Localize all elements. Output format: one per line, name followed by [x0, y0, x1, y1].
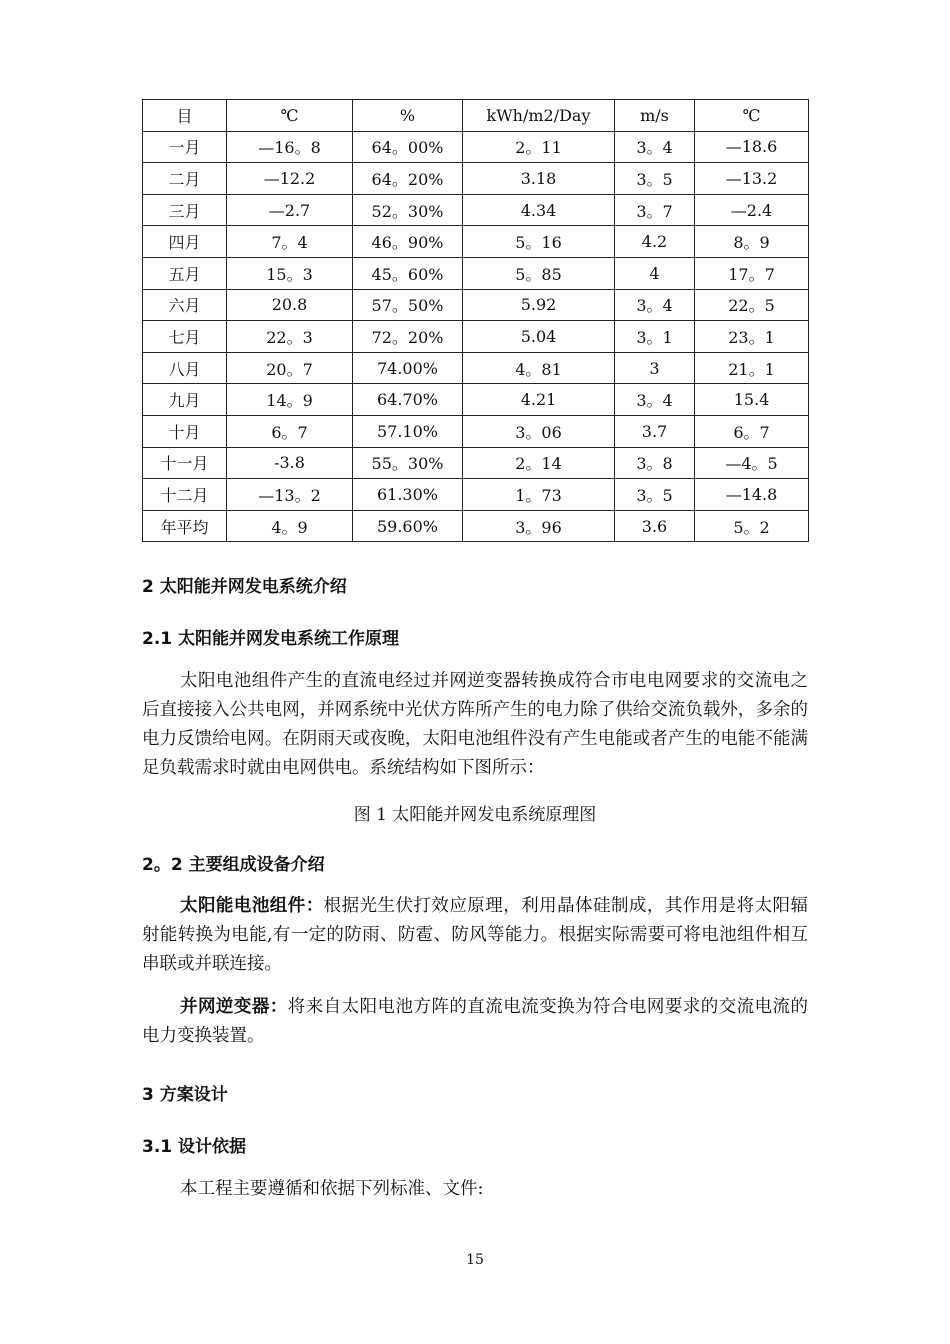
month-cell: 七月 [143, 321, 227, 353]
table-cell: 3.7 [615, 415, 695, 447]
table-cell: 4。81 [463, 352, 615, 384]
table-cell: 55。30% [353, 447, 463, 479]
table-row [143, 384, 809, 416]
table-cell: 74.00% [353, 352, 463, 384]
table-cell: 3。4 [615, 384, 695, 416]
table-cell: 52。30% [353, 194, 463, 226]
section-2-2-heading: 2。2 主要组成设备介绍 [142, 855, 325, 875]
table-row [143, 194, 809, 226]
month-cell: 年平均 [143, 510, 227, 542]
table-cell: 72。20% [353, 321, 463, 353]
month-cell: 一月 [143, 131, 227, 163]
table-cell: 46。90% [353, 226, 463, 258]
table-row [143, 163, 809, 195]
table-row [143, 131, 809, 163]
table-cell: 5.92 [463, 289, 615, 321]
table-cell: —14.8 [695, 479, 809, 511]
table-cell: -3.8 [227, 447, 353, 479]
table-row [143, 226, 809, 258]
table-cell: 17。7 [695, 257, 809, 289]
header-cell: % [353, 100, 463, 132]
table-cell: 3.18 [463, 163, 615, 195]
month-cell: 四月 [143, 226, 227, 258]
table-cell: —2.4 [695, 194, 809, 226]
table-row [143, 321, 809, 353]
table-cell: 3。8 [615, 447, 695, 479]
section-3-1-heading: 3.1 设计依据 [142, 1137, 247, 1157]
table-cell: 7。4 [227, 226, 353, 258]
solar-module-term: 太阳能电池组件： [180, 896, 324, 916]
month-cell: 二月 [143, 163, 227, 195]
month-cell: 九月 [143, 384, 227, 416]
table-body [143, 100, 809, 542]
table-row [143, 479, 809, 511]
table-cell: 3。1 [615, 321, 695, 353]
table-row [143, 289, 809, 321]
inverter-term: 并网逆变器： [180, 997, 288, 1017]
table-cell: 57。50% [353, 289, 463, 321]
table-cell: 3。4 [615, 131, 695, 163]
table-cell: 20.8 [227, 289, 353, 321]
table-cell: 3。4 [615, 289, 695, 321]
table-cell: 15.4 [695, 384, 809, 416]
solar-module-text: 根据光生伏打效应原理，利用晶体硅制成，其作用是将太阳辐射能转换为电能,有一定的防雨、防雹、防风等能力。根据实际需要可将电池组件相互串联或并联连接。 [142, 896, 809, 974]
table-cell: 5.04 [463, 321, 615, 353]
table-cell: —16。8 [227, 131, 353, 163]
table-cell: —18.6 [695, 131, 809, 163]
table-cell: 5。2 [695, 510, 809, 542]
header-cell: 目 [143, 100, 227, 132]
table-cell: 1。73 [463, 479, 615, 511]
table-cell: 14。9 [227, 384, 353, 416]
table-cell: 4。9 [227, 510, 353, 542]
table-cell: 22。5 [695, 289, 809, 321]
table-cell: 61.30% [353, 479, 463, 511]
inverter-paragraph [142, 993, 808, 1051]
table-cell: 15。3 [227, 257, 353, 289]
table-cell: 5。85 [463, 257, 615, 289]
month-cell: 五月 [143, 257, 227, 289]
table-cell: 4.34 [463, 194, 615, 226]
table-cell: —12.2 [227, 163, 353, 195]
table-row [143, 352, 809, 384]
header-cell: kWh/m2/Day [463, 100, 615, 132]
table-cell: 59.60% [353, 510, 463, 542]
table-cell: 2。11 [463, 131, 615, 163]
table-cell: —13。2 [227, 479, 353, 511]
month-cell: 八月 [143, 352, 227, 384]
section-2-1-paragraph: 太阳电池组件产生的直流电经过并网逆变器转换成符合市电电网要求的交流电之后直接接入公共电网，并网系统中光伏方阵所产生的电力除了供给交流负载外，多余的电力反馈给电网。在阴雨天或夜晚，太阳电池组件没有产生电能或者产生的电能不能满足负载需求时就由电网供电。系统结构如下图所示： [142, 671, 808, 778]
table-row [143, 510, 809, 542]
month-cell: 三月 [143, 194, 227, 226]
table-cell: 3。5 [615, 479, 695, 511]
table-cell: —4。5 [695, 447, 809, 479]
page-number: 15 [466, 1252, 484, 1268]
table-cell: 57.10% [353, 415, 463, 447]
table-cell: 64。00% [353, 131, 463, 163]
table-cell: 5。16 [463, 226, 615, 258]
header-cell: ℃ [695, 100, 809, 132]
table-cell: 22。3 [227, 321, 353, 353]
figure-caption: 图 1 太阳能并网发电系统原理图 [353, 805, 597, 825]
month-cell: 十二月 [143, 479, 227, 511]
table-header-row [143, 100, 809, 132]
table-cell: 3。7 [615, 194, 695, 226]
table-cell: —13.2 [695, 163, 809, 195]
table-cell: 64。20% [353, 163, 463, 195]
inverter-text: 将来自太阳电池方阵的直流电流变换为符合电网要求的交流电流的电力变换装置。 [142, 997, 809, 1046]
table-cell: 4 [615, 257, 695, 289]
table-cell: 3。06 [463, 415, 615, 447]
table-row [143, 447, 809, 479]
climate-data-table [142, 99, 809, 542]
table-row [143, 257, 809, 289]
table-cell: 45。60% [353, 257, 463, 289]
table-cell: 21。1 [695, 352, 809, 384]
month-cell: 六月 [143, 289, 227, 321]
table-cell: 3.6 [615, 510, 695, 542]
section-3-heading: 3 方案设计 [142, 1085, 228, 1105]
month-cell: 十月 [143, 415, 227, 447]
table-cell: 23。1 [695, 321, 809, 353]
table-cell: 20。7 [227, 352, 353, 384]
header-cell: m/s [615, 100, 695, 132]
month-cell: 十一月 [143, 447, 227, 479]
table-cell: 4.2 [615, 226, 695, 258]
table-cell: 3。96 [463, 510, 615, 542]
section-2-1-heading: 2.1 太阳能并网发电系统工作原理 [142, 629, 400, 649]
section-3-1-paragraph: 本工程主要遵循和依据下列标准、文件: [180, 1179, 484, 1199]
table-row [143, 415, 809, 447]
section-2-heading: 2 太阳能并网发电系统介绍 [142, 577, 347, 597]
table-cell: 6。7 [227, 415, 353, 447]
table-cell: 6。7 [695, 415, 809, 447]
table-cell: 64.70% [353, 384, 463, 416]
table-cell: 3 [615, 352, 695, 384]
solar-module-paragraph [142, 892, 808, 979]
table-cell: 8。9 [695, 226, 809, 258]
table-cell: 3。5 [615, 163, 695, 195]
header-cell: ℃ [227, 100, 353, 132]
table-cell: 2。14 [463, 447, 615, 479]
table-cell: —2.7 [227, 194, 353, 226]
table-cell: 4.21 [463, 384, 615, 416]
